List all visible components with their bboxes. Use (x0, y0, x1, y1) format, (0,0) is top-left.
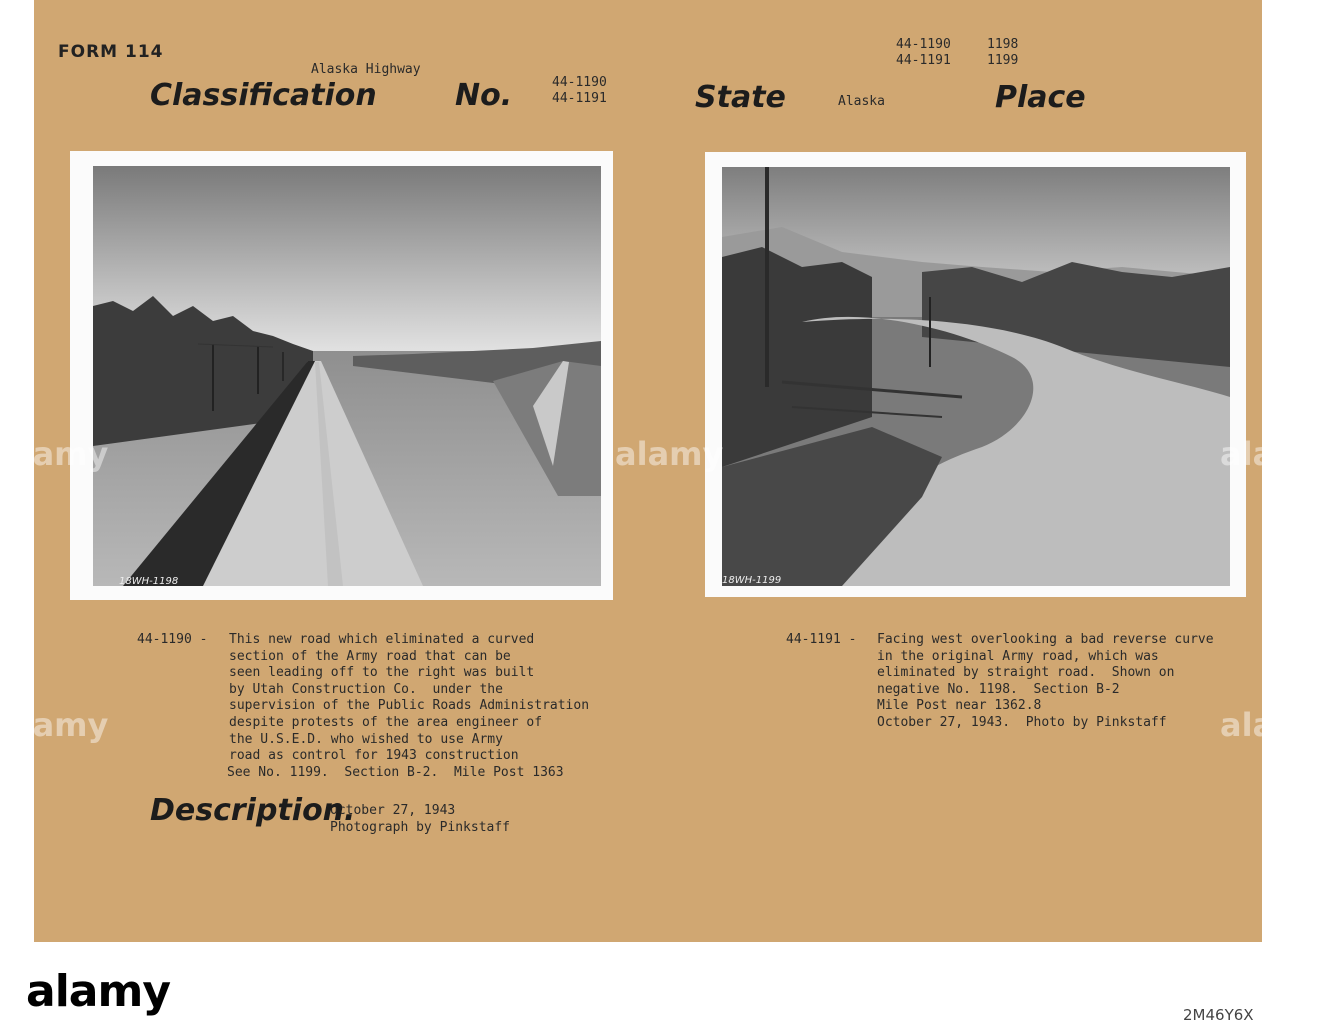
state-label: State (695, 80, 786, 115)
image-id: 2M46Y6X (1183, 1006, 1254, 1024)
caption-right-line: October 27, 1943. Photo by Pinkstaff (877, 714, 1167, 730)
no-label: No. (455, 78, 513, 113)
caption-left-line: by Utah Construction Co. under the (229, 681, 503, 697)
caption-text-right (877, 632, 1214, 732)
caption-right-line: Facing west overlooking a bad reverse curve (877, 632, 1214, 647)
classification-label: Classification (150, 78, 377, 113)
caption-left-credit: Photograph by Pinkstaff (330, 820, 511, 835)
negative-number-right: 18WH-1199 (722, 575, 782, 586)
photo-road-straight (93, 166, 601, 586)
place-label: Place (995, 80, 1086, 115)
caption-left-line: This new road which eliminated a curved (229, 632, 535, 647)
watermark-right-lower: alamy (1220, 706, 1328, 744)
road-straight-image (93, 166, 601, 586)
form-number: FORM 114 (58, 42, 164, 62)
stock-footer-bar (0, 942, 1300, 1034)
place-value-right-1: 1198 (987, 37, 1019, 52)
caption-left-line: section of the Army road that can be (229, 648, 511, 664)
caption-left-date: October 27, 1943 (330, 803, 456, 818)
caption-number-left: 44-1190 - (137, 632, 208, 647)
watermark-left-lower: alamy (0, 706, 109, 744)
caption-right-line: eliminated by straight road. Shown on (877, 665, 1175, 681)
watermark-center: alamy (615, 435, 724, 473)
reverse-curve-image (722, 167, 1230, 586)
caption-left-line: supervision of the Public Roads Administration (229, 698, 590, 714)
place-value-right-2: 1199 (987, 53, 1019, 68)
state-value: Alaska (838, 94, 885, 109)
caption-left-line: the U.S.E.D. who wished to use Army (229, 731, 503, 747)
description-label: Description. (150, 793, 356, 828)
caption-left-line: See No. 1199. Section B-2. Mile Post 1363 (227, 764, 564, 780)
no-value-2: 44-1191 (552, 91, 607, 106)
negative-number-left: 18WH-1198 (119, 576, 179, 587)
photo-reverse-curve (722, 167, 1230, 586)
caption-right-line: Mile Post near 1362.8 (877, 698, 1042, 714)
classification-value: Alaska Highway (311, 62, 421, 77)
alamy-logo: alamy (26, 966, 170, 1017)
watermark-left: alamy (0, 435, 109, 473)
caption-left-line: seen leading off to the right was built (229, 665, 535, 681)
caption-left-line: road as control for 1943 construction (229, 748, 519, 764)
caption-number-right: 44-1191 - (786, 632, 857, 647)
no-value-1: 44-1190 (552, 75, 607, 90)
caption-right-line: in the original Army road, which was (877, 648, 1159, 664)
watermark-right: alamy (1220, 435, 1328, 473)
caption-left-line: despite protests of the area engineer of (229, 714, 543, 730)
caption-right-line: negative No. 1198. Section B-2 (877, 681, 1120, 697)
place-value-left-1: 44-1190 (896, 37, 951, 52)
place-value-left-2: 44-1191 (896, 53, 951, 68)
caption-text-left (229, 632, 589, 781)
